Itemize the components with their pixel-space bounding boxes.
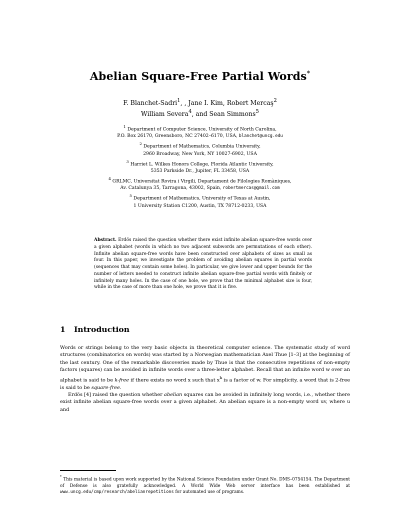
affil-ref: 2 [273, 98, 277, 104]
affil-ref: 5 [255, 109, 259, 116]
affiliation-1: $^1$ Department of Computer Science, University of North Carolina, [123, 124, 277, 133]
footnote-rule [60, 470, 116, 471]
email-link[interactable]: blanchet@uncg.edu [238, 134, 283, 140]
affiliation-5-address: 1 University Station C1200, Austin, TX 78712-0233, USA [133, 203, 267, 209]
footnote-url-link[interactable]: www.uncg.edu/cmp/research/abelianrepetitions [60, 490, 174, 496]
author-list [0, 97, 400, 119]
affiliation-4-address: Av. Catalunya 35, Tarragona, 43002, Spain, robertmercas@gmail.com [120, 186, 280, 192]
affiliation-3-address: 5353 Parkside Dr., Jupiter, FL 33458, USA [150, 169, 250, 175]
title-text: Abelian Square-Free Partial Words [89, 70, 307, 83]
author-name: William Severa [141, 111, 189, 119]
footnote: * This material is based upon work supported by the National Science Foundation under Grant No. DMS–0754154. The Department of Defense is also gratefully acknowledged. A World Wide Web server interface has been established at www.uncg.edu/cmp/research/abelianrepetitions for automated use of programs. [60, 475, 350, 496]
paper-title [0, 70, 400, 83]
affiliation-3: $^3$ Harriet L. Wilkes Honors College, Florida Atlantic University, [126, 158, 274, 168]
abstract-label: Abstract. [94, 238, 117, 243]
author-line-1: F. Blanchet-Sadri$^1$, , Jane I. Kim, Robert Mercaş$^2$ [123, 98, 277, 108]
affiliation-1-address: P.O. Box 26170, Greensboro, NC 27402–6170, USA, blanchet@uncg.edu [117, 134, 283, 140]
author-name: , Jane I. Kim, Robert Mercaş [184, 100, 274, 108]
intro-paragraph-2: Erdös [4] raised the question whether abelian squares can be avoided in infinitely long words, i.e., whether there exist infinite abelian square-free words over a given alphabet. An abelian square is a non-empty word uv, where u and [60, 392, 350, 413]
affiliation-2-address: 2960 Broadway, New York, NY 10027-6902, USA [143, 151, 257, 157]
section-heading [60, 325, 130, 334]
affiliation-4: $^4$ GRLMC, Universitat Rovira i Virgili, Departament de Filologies Romàniques, [108, 176, 292, 185]
email-link[interactable]: robertmercas@gmail.com [222, 186, 280, 192]
abstract-text: Erdös raised the question whether there exist infinite abelian square-free words over a given alphabet (words in which no two adjacent subwords are permutations of each other). Infinite abelian square-free words have been constructed over alphabets of sizes as small as four. In this paper, we investigate the problem of avoiding abelian squares in partial words (sequences that may contain some holes). In particular, we give lower and upper bounds for the number of letters needed to construct infinite abelian square-free partial words with finitely or infinitely many holes. In the case of one hole, we prove that the minimal alphabet size is four, while in the case of more than one hole, we prove that it is five. [94, 238, 312, 291]
title-footnote-mark: * [306, 70, 311, 78]
affil-ref: 1 [177, 98, 181, 104]
intro-paragraph-1: Words or strings belong to the very basic objects in theoretical computer science. The systematic study of word structures (combinatorics on words) was started by a Norwegian mathematician Axel Thue [1–3] at the beginning of the last century. One of the remarkable discoveries made by Thue is that the consecutive repetitions of non-empty factors (squares) can be avoided in infinite words over a three-letter alphabet. Recall that an infinite word w over an alphabet is said to be k-free if there exists no word x such that $x^k$ is a factor of w. For simplicity, a word that is 2-free is said to be square-free. [60, 345, 350, 391]
section-title: Introduction [74, 325, 130, 334]
footnote-mark: * [60, 475, 62, 479]
affil-ref: 4 [188, 109, 192, 116]
affiliation-5: $^5$ Department of Mathematics, University of Texas at Austin, [129, 193, 271, 202]
intro-body [60, 345, 350, 414]
author-line-2 [0, 108, 400, 119]
affiliation-list [40, 124, 360, 211]
author-name: , and Sean Simmons [191, 111, 256, 119]
section-number: 1 [60, 325, 66, 334]
author-name: F. Blanchet-Sadri [123, 100, 178, 108]
abstract [94, 238, 312, 292]
affiliation-2: $^2$ Department of Mathematics, Columbia University, [139, 141, 261, 150]
